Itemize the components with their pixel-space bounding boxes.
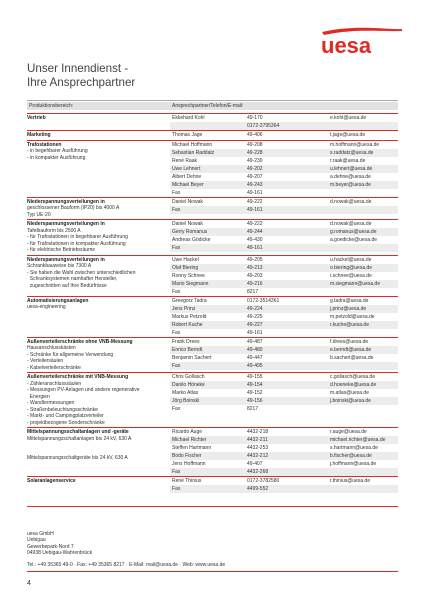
title-line-1: Unser Innendienst - <box>27 62 129 75</box>
contact-row <box>170 405 398 413</box>
contact-row <box>170 181 398 189</box>
department-detail: - für Trafostationen in kompakter Ausführung <box>27 240 126 247</box>
contact-name: Olaf Biering <box>172 264 199 271</box>
contact-row <box>170 468 398 476</box>
contact-name: Daniel Nowak <box>172 198 203 205</box>
department-detail: Schranksystemen namhafter Hersteller, <box>27 276 118 282</box>
contact-rows <box>170 114 398 130</box>
department-detail: - Zähleranschlusssäulen <box>27 380 82 387</box>
contact-phone: 49-222 <box>247 198 263 205</box>
contact-row <box>170 338 398 346</box>
department-detail: - Markt- und Campingplatzverteiler <box>27 413 104 419</box>
contact-name: Uwe Lehnert <box>172 165 201 172</box>
contact-line: Tel.: +49 35365 49-0 · Fax: +49 35365 8217 · E-Mail: mail@uesa.de · Web: www.uesa.de <box>27 562 226 568</box>
contact-phone: 49-222 <box>247 221 263 227</box>
department-block <box>27 476 398 493</box>
contact-name: Mario Siegmann <box>172 280 209 287</box>
department-description <box>27 115 167 122</box>
department-detail: - Kabelverteilerschränke <box>27 364 81 371</box>
contact-phone: 4432-218 <box>247 429 269 435</box>
contact-email[interactable]: f.drees@uesa.de <box>330 338 369 345</box>
contact-name: Greegorz Tadra <box>172 297 207 304</box>
contact-row <box>170 141 398 149</box>
contact-rows <box>170 428 398 476</box>
department-description <box>27 339 167 372</box>
contact-row <box>170 173 398 181</box>
contact-phone: 49-155 <box>247 374 263 380</box>
contact-email[interactable]: r.kuche@uesa.de <box>330 321 369 328</box>
contact-phone: 49-152 <box>247 390 263 396</box>
contact-email[interactable]: o.biering@uesa.de <box>330 264 373 271</box>
department-description <box>27 132 167 139</box>
contact-name: René Raak <box>172 157 198 164</box>
contact-email[interactable]: e.kohl@uesa.de <box>330 115 367 121</box>
contact-name: Albert Dehne <box>172 173 202 180</box>
contact-row <box>170 264 398 272</box>
contact-phone: 49-213 <box>247 264 263 271</box>
contact-rows <box>170 131 398 139</box>
contact-row <box>170 122 398 130</box>
address-town: Uebigau <box>27 537 46 544</box>
department-block <box>27 197 398 220</box>
footer-divider <box>27 571 398 572</box>
contact-phone: 49-205 <box>247 256 263 263</box>
contact-email[interactable]: e.berndt@uesa.de <box>330 346 372 353</box>
contact-row <box>170 477 398 485</box>
contact-row <box>170 228 398 236</box>
contact-name: René Thinius <box>172 478 202 484</box>
contact-name: Ekkehard Kohl <box>172 115 205 121</box>
contact-name: Bodo Fischer <box>172 453 202 459</box>
contact-row <box>170 297 398 305</box>
contact-row <box>170 256 398 264</box>
contact-email[interactable]: c.gollasch@uesa.de <box>330 374 376 380</box>
contact-phone: 49-407 <box>247 461 263 467</box>
contact-email[interactable]: u.lehnert@uesa.de <box>330 165 373 172</box>
contact-email[interactable]: m.beyer@uesa.de <box>330 181 371 188</box>
contact-name: Steffen Hartmann <box>172 445 212 451</box>
contact-name: Fax <box>172 189 181 196</box>
contact-email[interactable]: r.raak@uesa.de <box>330 157 366 164</box>
contact-row <box>170 272 398 280</box>
contact-row <box>170 428 398 436</box>
contact-row <box>170 288 398 296</box>
table-header <box>27 102 398 110</box>
department-title: Außenverteilerschränke mit VNB-Messung <box>27 374 129 380</box>
contact-phone: 0172-3514361 <box>247 297 280 304</box>
contact-phone: 4432-268 <box>247 469 269 475</box>
department-detail: - projektbezogene Sonderschränke <box>27 419 105 426</box>
contact-row <box>170 149 398 157</box>
contact-rows <box>170 297 398 337</box>
contact-email[interactable]: s.hartmann@uesa.de <box>330 445 378 451</box>
department-title: Niederspannungsverteilungen in <box>27 221 105 227</box>
contact-name: Marko Atlas <box>172 390 199 396</box>
contact-phone: 49-216 <box>247 280 263 287</box>
contact-phone: 49-154 <box>247 382 263 388</box>
contact-name: Fax <box>172 206 181 213</box>
department-block <box>27 372 398 427</box>
contact-phone: 49-243 <box>247 181 263 188</box>
contact-name: Fax <box>172 469 181 475</box>
contact-email[interactable]: d.nowak@uesa.de <box>330 198 372 205</box>
contact-phone: 49-480 <box>247 346 263 353</box>
department-detail: - Sie haben die Wahl zwischen unterschiedlichen <box>27 269 136 276</box>
contact-row <box>170 397 398 405</box>
contact-phone: 8217 <box>247 406 259 412</box>
contact-phone: 4432-253 <box>247 445 269 451</box>
address-zip: 04938 Uebigau-Wahrenbrück <box>27 549 93 556</box>
contact-row <box>170 189 398 197</box>
department-description <box>27 199 167 219</box>
contact-email[interactable]: j.prinz@uesa.de <box>330 305 367 312</box>
department-detail: - Verteilersäulen <box>27 358 64 364</box>
contact-name: Andreas Gödicke <box>172 237 211 243</box>
company-address <box>27 531 92 556</box>
contact-phone: 49-244 <box>247 229 263 235</box>
contact-phone: 49-224 <box>247 305 263 312</box>
contact-rows <box>170 141 398 197</box>
contact-row <box>170 244 398 252</box>
contact-email[interactable]: d.nowak@uesa.de <box>330 221 372 227</box>
contact-name: Frank Drees <box>172 338 200 345</box>
contact-email[interactable]: m.hoffmann@uesa.de <box>330 141 380 148</box>
contact-row <box>170 114 398 122</box>
contact-row <box>170 373 398 381</box>
contact-phone: 49-430 <box>247 237 263 243</box>
department-description <box>27 142 167 162</box>
contact-email[interactable]: d.hoeneke@uesa.de <box>330 382 377 388</box>
contact-row <box>170 220 398 228</box>
contact-name: Robert Kuche <box>172 321 203 328</box>
contact-row <box>170 321 398 329</box>
contact-rows <box>170 477 398 493</box>
department-block <box>27 140 398 197</box>
contact-phone: 49-487 <box>247 338 263 345</box>
contact-phone: 4432-211 <box>247 437 268 443</box>
contact-rows <box>170 256 398 296</box>
department-title: Solaranlagenservice <box>27 478 76 484</box>
contact-phone: 49-406 <box>247 132 263 138</box>
table-bottom-divider <box>27 506 398 507</box>
contact-table <box>27 113 398 493</box>
contact-phone: 49-230 <box>247 157 263 164</box>
contact-phone: 49-161 <box>247 329 263 336</box>
contact-phone: 4499-552 <box>247 486 269 492</box>
department-description <box>27 257 167 290</box>
contact-name: Michael Richter <box>172 437 207 443</box>
contact-email[interactable]: s.raddatz@uesa.de <box>330 149 374 156</box>
contact-row <box>170 389 398 397</box>
address-company: uesa GmbH <box>27 531 54 537</box>
contact-row <box>170 165 398 173</box>
department-block <box>27 219 398 255</box>
contact-name: Gerry Romanus <box>172 229 208 235</box>
contact-email[interactable]: a.dehne@uesa.de <box>330 173 371 180</box>
contact-name: Ronny Schnee <box>172 272 205 279</box>
contact-phone: 49-161 <box>247 206 263 213</box>
contact-row <box>170 280 398 288</box>
contact-phone: 49-156 <box>247 398 263 404</box>
department-detail: Tafelbauform bis 2500 A <box>27 227 81 234</box>
contact-name: Enrico Berndt <box>172 346 203 353</box>
page-title <box>27 62 135 90</box>
department-title: Trafostationen <box>27 141 62 148</box>
department-detail: - Straßenbeleuchtungsschränke <box>27 406 98 413</box>
contact-row <box>170 444 398 452</box>
contact-phone: 49-161 <box>247 245 263 251</box>
department-description <box>27 374 167 426</box>
contact-row <box>170 354 398 362</box>
contact-email[interactable]: g.tadra@uesa.de <box>330 297 369 304</box>
contact-email[interactable]: u.hackel@uesa.de <box>330 256 372 263</box>
department-detail: Schrankbauweise bis 7300 A <box>27 263 92 269</box>
contact-email[interactable]: r.schnee@uesa.de <box>330 272 372 279</box>
contact-row <box>170 157 398 165</box>
contact-phone: 49-228 <box>247 149 263 156</box>
contact-email[interactable]: m.atlas@uesa.de <box>330 390 369 396</box>
contact-row <box>170 452 398 460</box>
department-block <box>27 113 398 130</box>
department-detail: - für elektrische Betriebsräume <box>27 247 96 253</box>
contact-name: Thomas Jage <box>172 132 203 138</box>
department-detail: zugeschnitten auf Ihre Bedürfnisse <box>27 282 107 289</box>
header-production-area: Produktionsbereich: <box>29 103 74 109</box>
department-detail: - Wandlermessungen <box>27 400 75 406</box>
contact-phone: 4432-212 <box>247 453 269 459</box>
department-title: Niederspannungsverteilungen in <box>27 256 105 263</box>
logo-wordmark: uesa <box>321 33 372 56</box>
contact-name: Markus Petzold <box>172 313 207 320</box>
contact-phone: 49-161 <box>247 189 263 196</box>
contact-name: Sebastian Raddatz <box>172 149 215 156</box>
contact-name: Uwe Hackel <box>172 256 199 263</box>
department-detail: Mittelspannungsschaltanlagen bis 24 kV, 630 A <box>27 435 132 442</box>
contact-email[interactable]: b.sachert@uesa.de <box>330 354 374 361</box>
contact-email[interactable]: t.jage@uesa.de <box>330 132 366 138</box>
department-detail: Energien <box>27 393 50 400</box>
department-block <box>27 337 398 373</box>
contact-name: Jens Hoffmann <box>172 461 206 467</box>
contact-email[interactable]: michael.richter@uesa.de <box>330 437 386 443</box>
contact-name: Fax <box>172 406 181 412</box>
contact-email[interactable]: r.thinius@uesa.de <box>330 478 371 484</box>
department-detail: - für Trafostationen in begehbarer Ausführung <box>27 234 128 240</box>
contact-row <box>170 485 398 493</box>
contact-row <box>170 131 398 139</box>
contact-row <box>170 329 398 337</box>
contact-phone: 49-170 <box>247 115 263 121</box>
contact-name: Fax <box>172 288 181 295</box>
contact-phone: 0172-3782580 <box>247 478 280 484</box>
contact-row <box>170 305 398 313</box>
contact-name: Jörg Boinski <box>172 398 200 404</box>
contact-row <box>170 236 398 244</box>
department-title: Automatisierungsanlagen <box>27 297 89 304</box>
contact-name: Michael Beyer <box>172 181 204 188</box>
contact-phone: 49-203 <box>247 272 263 279</box>
department-description <box>27 478 167 485</box>
contact-phone: 8217 <box>247 288 259 295</box>
department-title: Niederspannungsverteilungen in <box>27 198 105 205</box>
department-detail: - in kompakter Ausführung <box>27 154 86 161</box>
contact-phone: 49-225 <box>247 313 263 320</box>
contact-name: Chris Gollasch <box>172 374 205 380</box>
department-detail: geschlossener Bauform (IP20) bis 4000 A <box>27 205 120 211</box>
department-title: Marketing <box>27 132 51 138</box>
contact-row <box>170 381 398 389</box>
contact-row <box>170 436 398 444</box>
contact-email[interactable]: j.hoffmann@uesa.de <box>330 461 377 467</box>
contact-rows <box>170 198 398 214</box>
contact-name: Benjamin Sachert <box>172 354 212 361</box>
contact-name: Fax <box>172 245 181 251</box>
department-block <box>27 296 398 337</box>
department-detail: Typ UE-20 <box>27 211 51 218</box>
contact-email[interactable]: m.petzold@uesa.de <box>330 313 375 320</box>
contact-row <box>170 460 398 468</box>
department-block <box>27 427 398 476</box>
department-detail: - Schränke für allgemeine Verwendung <box>27 351 114 358</box>
department-block <box>27 255 398 296</box>
contact-name: Fax <box>172 362 181 369</box>
contact-rows <box>170 220 398 252</box>
contact-row <box>170 198 398 206</box>
page-number: 4 <box>27 580 31 587</box>
contact-email[interactable]: r.auge@uesa.de <box>330 429 367 435</box>
department-detail: - Messungen PV-Anlagen und andere regenerative <box>27 387 140 393</box>
contact-phone: 49-447 <box>247 354 263 361</box>
address-street: Gewerbepark-Nord 7 <box>27 543 74 550</box>
department-detail: Mittelspannungsschaltgeräte bis 24 kV, 630 A <box>27 455 128 461</box>
department-title: Außenverteilerschränke ohne VNB-Messung <box>27 338 133 345</box>
department-detail: - in begehbarer Ausführung <box>27 148 88 154</box>
department-detail: Hausanschlusskästen <box>27 345 76 351</box>
title-line-2: Ihre Ansprechpartner <box>27 76 136 89</box>
contact-row <box>170 313 398 321</box>
department-block <box>27 130 398 140</box>
contact-row <box>170 206 398 214</box>
contact-email[interactable]: a.goedicke@uesa.de <box>330 237 378 243</box>
contact-email[interactable]: b.fischer@uesa.de <box>330 453 372 459</box>
department-description <box>27 221 167 254</box>
contact-phone: 49-227 <box>247 321 263 328</box>
contact-name: Jens Prinz <box>172 305 196 312</box>
contact-phone: 49-202 <box>247 165 263 172</box>
contact-phone: 0172-3795364 <box>247 123 280 129</box>
contact-name: Ricardo Auge <box>172 429 203 435</box>
contact-rows <box>170 338 398 370</box>
contact-phone: 49-208 <box>247 141 263 148</box>
contact-rows <box>170 373 398 413</box>
top-divider <box>27 100 398 101</box>
contact-email[interactable]: j.boinski@uesa.de <box>330 398 371 404</box>
uesa-logo <box>318 26 404 56</box>
contact-row <box>170 362 398 370</box>
department-title: Mittelspannungsschaltanlagen und -geräte <box>27 429 129 435</box>
department-description <box>27 429 167 462</box>
contact-name: Michael Hoffmann <box>172 141 213 148</box>
contact-email[interactable]: g.romanus@uesa.de <box>330 229 377 235</box>
contact-phone: 49-495 <box>247 362 263 369</box>
department-description <box>27 298 167 311</box>
contact-email[interactable]: m.siegmann@uesa.de <box>330 280 381 287</box>
contact-name: Fax <box>172 329 181 336</box>
contact-name: Daniel Nowak <box>172 221 203 227</box>
contact-name: Danilo Höneke <box>172 382 205 388</box>
contact-row <box>170 346 398 354</box>
header-contact: Ansprechpartner/Telefon/E-mail: <box>172 103 244 109</box>
department-detail: uesa-engineering <box>27 304 66 310</box>
department-title: Vertrieb <box>27 115 46 121</box>
contact-phone: 49-207 <box>247 173 263 180</box>
contact-name: Fax <box>172 486 181 492</box>
